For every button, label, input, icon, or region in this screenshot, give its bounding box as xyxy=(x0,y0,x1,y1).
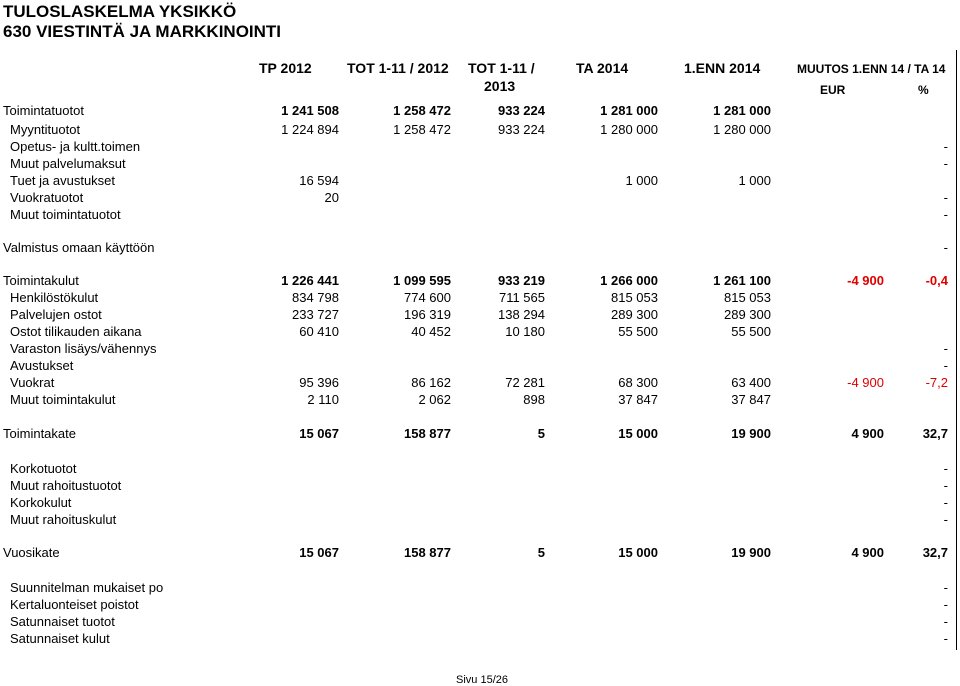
cell-tot13: 898 xyxy=(523,392,545,407)
table-row xyxy=(0,614,960,631)
header-tot2012: TOT 1-11 / 2012 xyxy=(347,60,449,76)
row-label: Opetus- ja kultt.toimen xyxy=(10,139,141,154)
row-label: Toimintakulut xyxy=(3,273,79,288)
cell-tot13: 711 565 xyxy=(498,290,545,305)
cell-tp: 834 798 xyxy=(292,290,339,305)
table-row xyxy=(0,190,960,207)
table-row xyxy=(0,631,960,648)
row-label: Kertaluonteiset poistot xyxy=(10,597,139,612)
row-label: Valmistus omaan käyttöön xyxy=(3,240,155,255)
cell-ta: 68 300 xyxy=(618,375,658,390)
cell-pct: - xyxy=(943,614,948,629)
header-enn2014: 1.ENN 2014 xyxy=(684,60,761,76)
row-label: Vuokratuotot xyxy=(10,190,84,205)
table-row xyxy=(0,273,960,290)
cell-ta: 815 053 xyxy=(611,290,658,305)
table-row xyxy=(0,122,960,139)
cell-pct: 32,7 xyxy=(922,545,948,560)
table-row xyxy=(0,461,960,478)
cell-tot12: 158 877 xyxy=(404,426,451,441)
cell-ta: 1 266 000 xyxy=(600,273,658,288)
cell-tot13: 72 281 xyxy=(505,375,545,390)
cell-enn: 1 000 xyxy=(738,173,771,188)
row-label: Ostot tilikauden aikana xyxy=(10,324,142,339)
row-label: Varaston lisäys/vähennys xyxy=(10,341,157,356)
cell-pct: - xyxy=(943,358,948,373)
cell-tot13: 5 xyxy=(537,426,545,441)
cell-ta: 289 300 xyxy=(611,307,658,322)
cell-tp: 15 067 xyxy=(299,545,339,560)
cell-tot13: 10 180 xyxy=(505,324,545,339)
table-row xyxy=(0,597,960,614)
table-row xyxy=(0,478,960,495)
cell-enn: 19 900 xyxy=(731,426,771,441)
header-eur: EUR xyxy=(820,83,846,97)
table-row xyxy=(0,358,960,375)
cell-tp: 95 396 xyxy=(299,375,339,390)
cell-tp: 60 410 xyxy=(299,324,339,339)
cell-tot12: 196 319 xyxy=(404,307,451,322)
cell-enn: 1 261 100 xyxy=(713,273,771,288)
cell-ta: 15 000 xyxy=(618,426,658,441)
row-label: Korkokulut xyxy=(10,495,72,510)
cell-pct: - xyxy=(943,156,948,171)
table-row xyxy=(0,324,960,341)
cell-pct: - xyxy=(943,207,948,222)
cell-tp: 1 241 508 xyxy=(281,103,339,118)
cell-tot12: 1 099 595 xyxy=(393,273,451,288)
cell-tot12: 2 062 xyxy=(418,392,451,407)
table-row xyxy=(0,392,960,409)
cell-ta: 1 280 000 xyxy=(600,122,658,137)
table-row xyxy=(0,426,960,443)
cell-pct: - xyxy=(943,190,948,205)
table-row xyxy=(0,103,960,120)
row-label: Suunnitelman mukaiset po xyxy=(10,580,164,595)
cell-tp: 1 224 894 xyxy=(281,122,339,137)
row-label: Vuokrat xyxy=(10,375,55,390)
cell-pct: - xyxy=(943,240,948,255)
cell-tp: 2 110 xyxy=(307,392,339,407)
table-row xyxy=(0,512,960,529)
table-row xyxy=(0,290,960,307)
cell-tot13: 933 224 xyxy=(498,103,545,118)
header-pct: % xyxy=(918,83,929,97)
cell-pct: - xyxy=(943,341,948,356)
cell-tp: 20 xyxy=(324,190,339,205)
page-number: Sivu 15/26 xyxy=(456,674,508,686)
cell-eur: -4 900 xyxy=(847,375,884,390)
table-row xyxy=(0,139,960,156)
cell-ta: 15 000 xyxy=(618,545,658,560)
header-ta2014: TA 2014 xyxy=(576,60,629,76)
row-label: Henkilöstökulut xyxy=(10,290,99,305)
header-muutos: MUUTOS 1.ENN 14 / TA 14 xyxy=(797,62,946,76)
report-title-line1: TULOSLASKELMA YKSIKKÖ xyxy=(3,2,237,21)
table-row xyxy=(0,240,960,257)
cell-enn: 1 281 000 xyxy=(713,103,771,118)
row-label: Vuosikate xyxy=(3,545,60,560)
cell-pct: - xyxy=(943,597,948,612)
table-row xyxy=(0,545,960,562)
table-row xyxy=(0,580,960,597)
cell-tot12: 86 162 xyxy=(411,375,451,390)
header-tp2012: TP 2012 xyxy=(259,60,312,76)
cell-pct: - xyxy=(943,139,948,154)
cell-tot12: 40 452 xyxy=(411,324,451,339)
cell-pct: - xyxy=(943,512,948,527)
cell-pct: - xyxy=(943,580,948,595)
cell-pct: - xyxy=(943,478,948,493)
cell-tot12: 774 600 xyxy=(404,290,451,305)
cell-tot13: 933 219 xyxy=(498,273,545,288)
cell-pct: - xyxy=(943,631,948,646)
cell-tot12: 158 877 xyxy=(404,545,451,560)
cell-enn: 1 280 000 xyxy=(713,122,771,137)
cell-tot12: 1 258 472 xyxy=(393,103,451,118)
cell-pct: -0,4 xyxy=(925,273,948,288)
row-label: Myyntituotot xyxy=(10,122,81,137)
cell-pct: -7,2 xyxy=(925,375,948,390)
cell-eur: 4 900 xyxy=(851,426,884,441)
row-label: Satunnaiset tuotot xyxy=(10,614,115,629)
cell-tot13: 933 224 xyxy=(498,122,545,137)
row-label: Korkotuotot xyxy=(10,461,77,476)
row-label: Palvelujen ostot xyxy=(10,307,102,322)
table-row xyxy=(0,307,960,324)
cell-ta: 1 281 000 xyxy=(600,103,658,118)
cell-enn: 19 900 xyxy=(731,545,771,560)
table-row xyxy=(0,156,960,173)
cell-enn: 289 300 xyxy=(724,307,771,322)
cell-tp: 233 727 xyxy=(292,307,339,322)
cell-ta: 37 847 xyxy=(618,392,658,407)
table-row xyxy=(0,341,960,358)
cell-ta: 55 500 xyxy=(618,324,658,339)
cell-tp: 16 594 xyxy=(299,173,339,188)
row-label: Toimintakate xyxy=(3,426,76,441)
table-row xyxy=(0,207,960,224)
cell-enn: 815 053 xyxy=(724,290,771,305)
cell-pct: - xyxy=(943,495,948,510)
table-row xyxy=(0,173,960,190)
cell-tp: 15 067 xyxy=(299,426,339,441)
row-label: Muut rahoituskulut xyxy=(10,512,117,527)
header-tot2013-line1: TOT 1-11 / xyxy=(468,60,535,76)
cell-tp: 1 226 441 xyxy=(281,273,339,288)
report-title-line2: 630 VIESTINTÄ JA MARKKINOINTI xyxy=(3,22,282,41)
cell-eur: -4 900 xyxy=(847,273,884,288)
table-row xyxy=(0,375,960,392)
row-label: Avustukset xyxy=(10,358,74,373)
cell-pct: - xyxy=(943,461,948,476)
row-label: Muut palvelumaksut xyxy=(10,156,126,171)
table-row xyxy=(0,495,960,512)
cell-enn: 37 847 xyxy=(731,392,771,407)
row-label: Muut toimintatuotot xyxy=(10,207,121,222)
cell-enn: 63 400 xyxy=(731,375,771,390)
cell-ta: 1 000 xyxy=(625,173,658,188)
cell-tot13: 5 xyxy=(537,545,545,560)
cell-tot12: 1 258 472 xyxy=(393,122,451,137)
row-label: Muut rahoitustuotot xyxy=(10,478,122,493)
header-tot2013-line2: 2013 xyxy=(484,78,516,94)
cell-enn: 55 500 xyxy=(731,324,771,339)
row-label: Toimintatuotot xyxy=(3,103,84,118)
row-label: Muut toimintakulut xyxy=(10,392,116,407)
row-label: Tuet ja avustukset xyxy=(10,173,116,188)
cell-tot13: 138 294 xyxy=(498,307,545,322)
cell-eur: 4 900 xyxy=(851,545,884,560)
row-label: Satunnaiset kulut xyxy=(10,631,110,646)
cell-pct: 32,7 xyxy=(922,426,948,441)
